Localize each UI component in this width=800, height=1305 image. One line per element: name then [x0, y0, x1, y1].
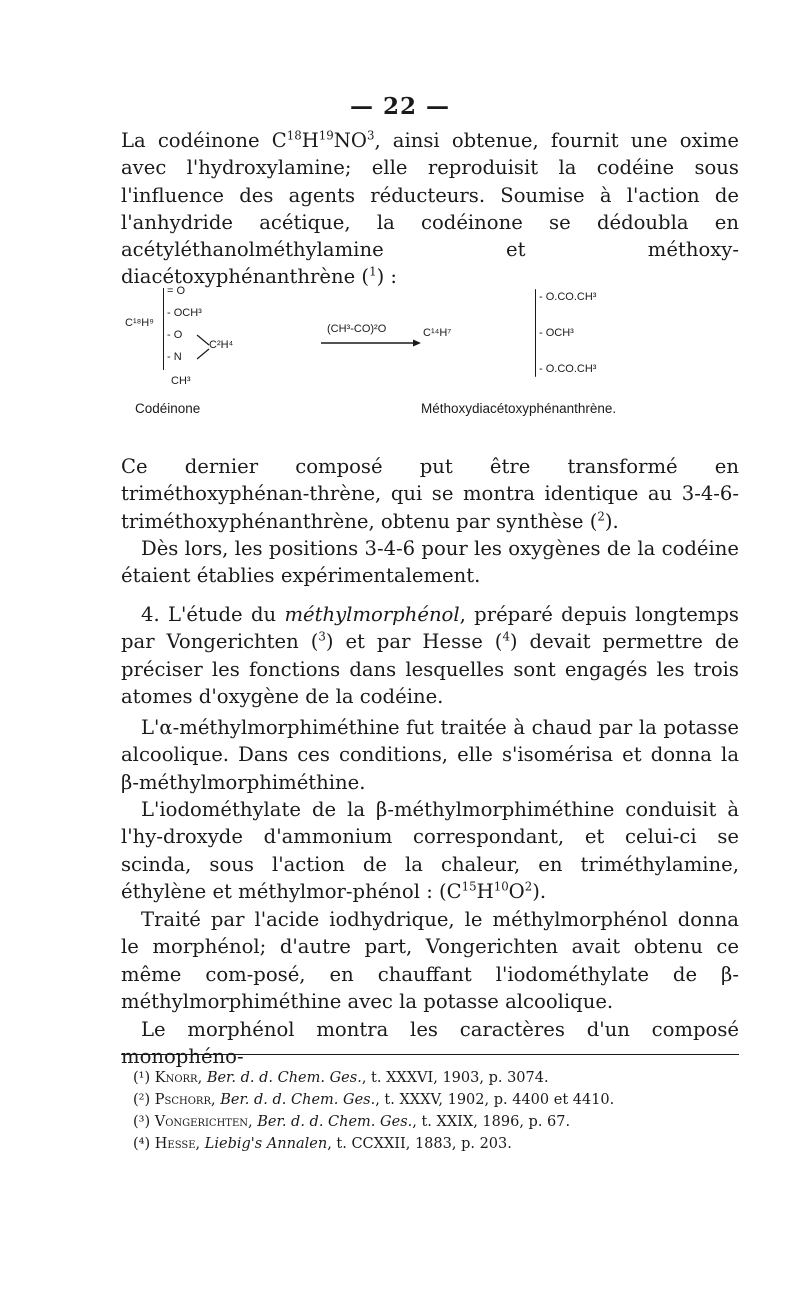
- substituent-n-methyl: CH³: [171, 375, 191, 387]
- superscript: 3: [366, 128, 375, 143]
- footnote-number: (³): [133, 1114, 155, 1130]
- text-run: ).: [604, 509, 619, 533]
- paragraph: [121, 601, 739, 710]
- product-acetoxy-1: - O.CO.CH³: [539, 291, 597, 303]
- superscript: 15: [461, 879, 477, 894]
- footnote-comma: ,: [248, 1114, 258, 1130]
- text-run: 4. L'étude du: [141, 603, 285, 626]
- substituent-nitrogen: - N: [167, 351, 182, 363]
- footnote: [133, 1089, 743, 1111]
- footnote-number: (⁴): [133, 1136, 155, 1152]
- paragraph: [121, 906, 739, 1015]
- text-run: Traité par l'acide iodhydrique, le méthylmorphénol donna le morphénol; d'autre part, Vongerichten avait obtenu ce même com-posé, en chauffant l'iodométhylate de β-méthylmorphiméthine avec la potasse alcoolique.: [121, 908, 739, 1013]
- paragraph: [121, 453, 739, 535]
- text-run: La codéinone C: [121, 129, 287, 152]
- product-brace: [535, 289, 536, 377]
- paragraph: [121, 127, 739, 291]
- superscript: 4: [502, 629, 510, 644]
- superscript: 10: [493, 879, 509, 894]
- reaction-arrow: [321, 338, 421, 348]
- product-acetoxy-2: - O.CO.CH³: [539, 363, 597, 375]
- text-run: H: [301, 129, 319, 152]
- footnote-author: Pschorr: [154, 1092, 211, 1108]
- text-run: ) et par Hesse (: [325, 630, 503, 654]
- text-run: NO: [333, 129, 367, 152]
- superscript: 2: [524, 879, 533, 894]
- text-run: ) :: [376, 265, 398, 289]
- text-run: H: [476, 879, 494, 903]
- footnote: [133, 1067, 743, 1089]
- footnote-source: Liebig's Annalen: [204, 1136, 328, 1152]
- substituent-methoxy: - OCH³: [167, 307, 202, 319]
- footnote: [133, 1111, 743, 1133]
- substituent-ether-oxygen: - O: [167, 329, 183, 341]
- text-run: ).: [532, 879, 547, 903]
- italic-term: méthylmorphénol: [284, 603, 460, 626]
- text-run: O: [508, 879, 525, 903]
- paragraph: [121, 535, 739, 590]
- footnote-reference: , t. XXXV, 1902, p. 4400 et 4410.: [375, 1092, 615, 1108]
- codeinone-bond-lines: [181, 329, 221, 369]
- superscript: 3: [318, 629, 326, 644]
- text-run: L'iodométhylate de la β-méthylmorphiméthine conduisit à l'hy-droxyde d'ammonium correspondant, et celui-ci se scinda, sous l'action de la chaleur, en triméthylamine, éthylène et méthylmor-phénol : (C: [121, 798, 739, 903]
- footnote-reference: , t. CCXXII, 1883, p. 203.: [327, 1136, 512, 1152]
- footnote-author: Vongerichten: [154, 1114, 249, 1130]
- caption-methoxydiacetoxyphenanthrene: Méthoxydiacétoxyphénanthrène.: [421, 401, 617, 416]
- reaction-scheme: [121, 283, 741, 423]
- footnote-comma: ,: [195, 1136, 205, 1152]
- footnote-reference: , t. XXIX, 1896, p. 67.: [412, 1114, 571, 1130]
- footnote-author: Knorr: [154, 1070, 198, 1086]
- text-run: Le morphénol montra les caractères d'un composé monophéno-: [121, 1018, 739, 1069]
- caption-codeinone: Codéinone: [135, 401, 201, 416]
- superscript: 18: [286, 128, 302, 143]
- footnote-reference: , t. XXXVI, 1903, p. 3074.: [361, 1070, 549, 1086]
- superscript: 2: [597, 509, 605, 524]
- footnote-comma: ,: [197, 1070, 207, 1086]
- footnote-source: Ber. d. d. Chem. Ges.: [206, 1070, 362, 1086]
- text-run: , préparé depuis longtemps par Vongerichten (: [121, 603, 739, 654]
- text-run: , ainsi obtenue, fournit une oxime avec l'hydroxylamine; elle reproduisit la codéine sous l'influence des agents réducteurs. Soumise à l'action de l'anhydride acétique, la codéinone se dédoubla en acétyléthanolméthylamine et méthoxy-diacétoxyphénanthrène (: [121, 129, 739, 289]
- footnote: [133, 1133, 743, 1155]
- reagent-label: (CH³-CO)²O: [327, 323, 387, 335]
- text-run: Dès lors, les positions 3-4-6 pour les oxygènes de la codéine étaient établies expérimentalement.: [121, 537, 739, 588]
- footnote-number: (¹): [133, 1070, 155, 1086]
- text-run: L'α-méthylmorphiméthine fut traitée à chaud par la potasse alcoolique. Dans ces conditions, elle s'isomérisa et donna la β-méthylmorphiméthine.: [121, 716, 739, 794]
- footnote-source: Ber. d. d. Chem. Ges.: [257, 1114, 413, 1130]
- codeinone-core-formula: C¹⁸H⁹: [125, 317, 154, 329]
- superscript: 19: [318, 128, 334, 143]
- paragraph: [121, 1016, 739, 1071]
- superscript: 1: [369, 264, 377, 279]
- footnote-author: Hesse: [154, 1136, 196, 1152]
- product-core-formula: C¹⁴H⁷: [423, 327, 452, 339]
- product-methoxy: - OCH³: [539, 327, 574, 339]
- footnote-rule: [121, 1054, 739, 1055]
- footnote-comma: ,: [211, 1092, 221, 1108]
- substituent-ethylene: C²H⁴: [209, 339, 234, 351]
- paragraph: [121, 714, 739, 796]
- paragraph: [121, 796, 739, 905]
- text-run: ) devait permettre de préciser les fonctions dans lesquelles sont engagés les trois atomes d'oxygène de la codéine.: [121, 630, 739, 708]
- codeinone-brace: [163, 288, 164, 370]
- text-run: Ce dernier composé put être transformé en triméthoxyphénan-thrène, qui se montra identique au 3-4-6-triméthoxyphénanthrène, obtenu par synthèse (: [121, 455, 739, 533]
- footnote-source: Ber. d. d. Chem. Ges.: [220, 1092, 376, 1108]
- footnote-number: (²): [133, 1092, 155, 1108]
- substituent-oxo: = O: [167, 285, 186, 297]
- page-number: — 22 —: [349, 93, 451, 120]
